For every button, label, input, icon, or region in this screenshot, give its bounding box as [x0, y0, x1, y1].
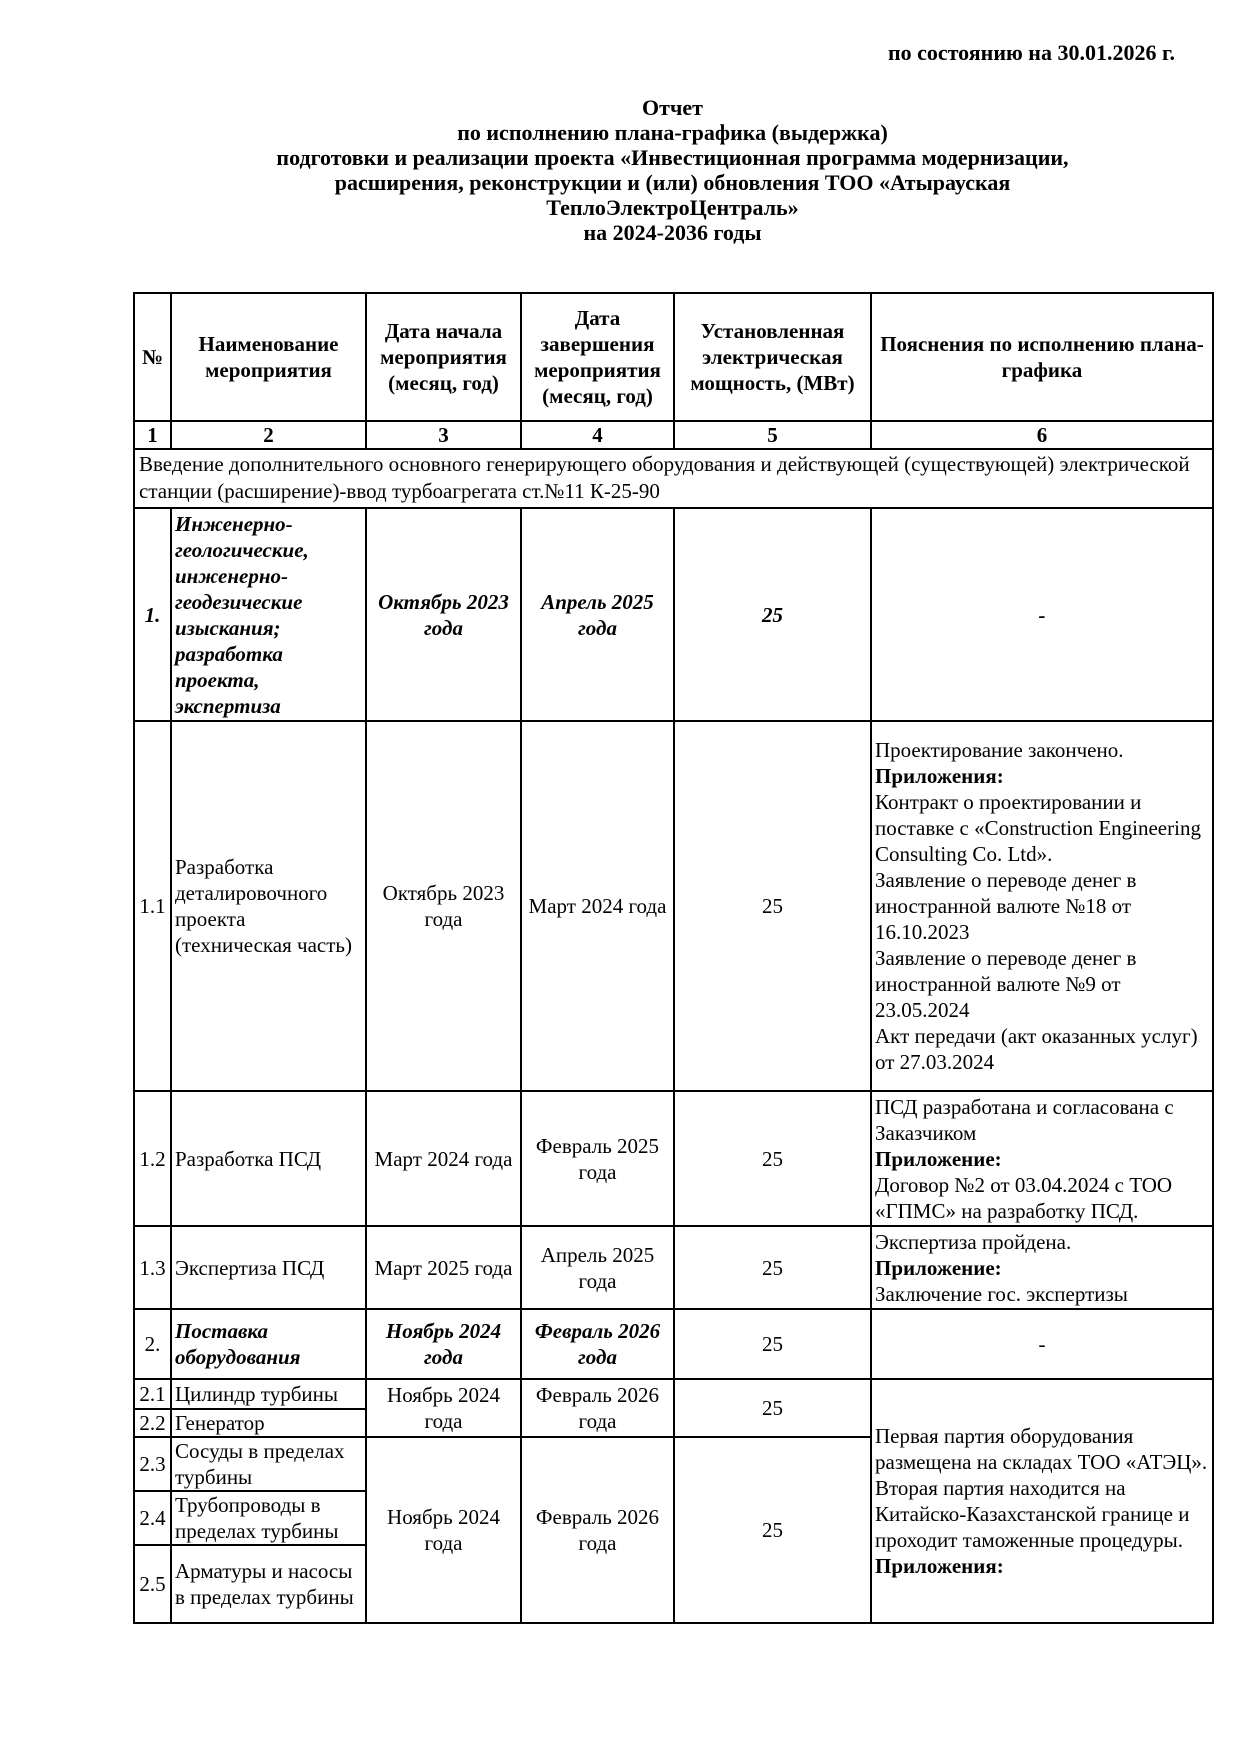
- activity-name-cell: Арматуры и насосы в пределах турбины: [171, 1545, 366, 1623]
- note-line: Проектирование закончено.: [875, 738, 1124, 762]
- note-item: Заявление о переводе денег в иностранной валюте №18 от 16.10.2023: [875, 868, 1137, 944]
- header-cell-activity: Наименование мероприятия: [171, 293, 366, 421]
- column-number-cell: 5: [674, 421, 871, 449]
- column-number-cell: 6: [871, 421, 1213, 449]
- start-date-cell: Ноябрь 2024 года: [366, 1309, 521, 1379]
- power-cell: 25: [674, 1226, 871, 1309]
- row-number-cell: 2.: [134, 1309, 171, 1379]
- power-cell: 25: [674, 1437, 871, 1623]
- note-line: Экспертиза пройдена.: [875, 1229, 1072, 1254]
- status-date: по состоянию на 30.01.2026 г.: [887, 40, 1175, 65]
- note-line: Первая партия оборудования размещена на складах ТОО «АТЭЦ». Вторая партия находится на Китайско-Казахстанской границе и проходит таможенные процедуры.: [875, 1424, 1208, 1552]
- row-number-cell: 2.1: [134, 1379, 171, 1409]
- title-line-4: расширения, реконструкции и (или) обновления ТОО «Атырауская: [334, 170, 1011, 195]
- note-label: Приложение:: [875, 1255, 1002, 1280]
- note-item: Заявление о переводе денег в иностранной валюте №9 от 23.05.2024: [875, 946, 1137, 1022]
- start-date-cell: Октябрь 2023 года: [366, 721, 521, 1091]
- explanation-cell: -: [871, 1309, 1213, 1379]
- end-date-cell: Апрель 2025 года: [521, 1226, 674, 1309]
- activity-name-cell: Генератор: [171, 1409, 366, 1437]
- column-number-cell: 2: [171, 421, 366, 449]
- note-label: Приложения:: [875, 764, 1004, 788]
- power-cell: 25: [674, 721, 871, 1091]
- explanation-cell: [871, 1379, 1213, 1623]
- row-number-cell: 1.1: [134, 721, 171, 1091]
- start-date-cell: Март 2025 года: [366, 1226, 521, 1309]
- plan-schedule-table: [133, 292, 1214, 1624]
- end-date-cell: Апрель 2025 года: [521, 508, 674, 721]
- end-date-cell: Февраль 2026 года: [521, 1309, 674, 1379]
- row-number-cell: 2.5: [134, 1545, 171, 1623]
- start-date-cell: Ноябрь 2024 года: [366, 1437, 521, 1623]
- activity-name-cell: Поставка оборудования: [171, 1309, 366, 1379]
- row-number-cell: 2.4: [134, 1491, 171, 1545]
- power-cell: 25: [674, 1379, 871, 1437]
- note-label: Приложения:: [875, 1554, 1004, 1578]
- activity-name-cell: Цилиндр турбины: [171, 1379, 366, 1409]
- header-cell-power: Установленная электрическая мощность, (МВт): [674, 293, 871, 421]
- table-row-1-1: [134, 721, 1213, 1091]
- start-date-cell: Октябрь 2023 года: [366, 508, 521, 721]
- power-cell: 25: [674, 508, 871, 721]
- activity-name-cell: Трубопроводы в пределах турбины: [171, 1491, 366, 1545]
- start-date-cell: Март 2024 года: [366, 1091, 521, 1226]
- row-number-cell: 2.2: [134, 1409, 171, 1437]
- row-number-cell: 1.2: [134, 1091, 171, 1226]
- title-line-1: Отчет: [642, 95, 703, 120]
- explanation-cell: [871, 1091, 1213, 1226]
- explanation-cell: [871, 721, 1213, 1091]
- row-number-cell: 1.: [134, 508, 171, 721]
- row-number-cell: 1.3: [134, 1226, 171, 1309]
- table-row-1-2: [134, 1091, 1213, 1226]
- note-item: Договор №2 от 03.04.2024 с ТОО «ГПМС» на разработку ПСД.: [875, 1172, 1173, 1223]
- report-title: [133, 95, 1212, 245]
- header-cell-explanations: Пояснения по исполнению плана-графика: [871, 293, 1213, 421]
- end-date-cell: Февраль 2026 года: [521, 1437, 674, 1623]
- table-row-2-1: [134, 1379, 1213, 1409]
- activity-name-cell: Разработка ПСД: [171, 1091, 366, 1226]
- header-cell-end-date: Дата завершения мероприятия (месяц, год): [521, 293, 674, 421]
- activity-name-cell: Сосуды в пределах турбины: [171, 1437, 366, 1491]
- title-line-3: подготовки и реализации проекта «Инвестиционная программа модернизации,: [276, 145, 1069, 170]
- note-item: Контракт о проектировании и поставке с «Construction Engineering Consulting Co. Ltd».: [875, 790, 1201, 866]
- end-date-cell: Февраль 2026 года: [521, 1379, 674, 1437]
- end-date-cell: Февраль 2025 года: [521, 1091, 674, 1226]
- title-line-5: ТеплоЭлектроЦентраль»: [546, 195, 799, 220]
- table-row-1-3: [134, 1226, 1213, 1309]
- section-row: [134, 449, 1213, 508]
- power-cell: 25: [674, 1309, 871, 1379]
- activity-name-cell: Разработка деталировочного проекта (техническая часть): [171, 721, 366, 1091]
- header-cell-start-date: Дата начала мероприятия (месяц, год): [366, 293, 521, 421]
- header-cell-number: №: [134, 293, 171, 421]
- explanation-cell: [871, 1226, 1213, 1309]
- table-row-2: [134, 1309, 1213, 1379]
- activity-name-cell: Экспертиза ПСД: [171, 1226, 366, 1309]
- power-cell: 25: [674, 1091, 871, 1226]
- note-item: Заключение гос. экспертизы: [875, 1281, 1128, 1306]
- activity-name-cell: Инженерно-геологические, инженерно-геодезические изыскания; разработка проекта, экспертиза: [171, 508, 366, 721]
- note-line: ПСД разработана и согласована с Заказчиком: [875, 1094, 1174, 1145]
- explanation-cell: -: [871, 508, 1213, 721]
- row-number-cell: 2.3: [134, 1437, 171, 1491]
- note-item: Акт передачи (акт оказанных услуг) от 27.03.2024: [875, 1024, 1198, 1074]
- start-date-cell: Ноябрь 2024 года: [366, 1379, 521, 1437]
- header-row: [134, 293, 1213, 421]
- title-line-6: на 2024-2036 годы: [583, 220, 762, 245]
- title-line-2: по исполнению плана-графика (выдержка): [457, 120, 888, 145]
- column-number-cell: 4: [521, 421, 674, 449]
- section-title-cell: Введение дополнительного основного генерирующего оборудования и действующей (существующей) электрической станции (расширение)-ввод турбоагрегата ст.№11 К-25-90: [134, 449, 1213, 508]
- column-numbers-row: [134, 421, 1213, 449]
- table-row-1: [134, 508, 1213, 721]
- column-number-cell: 1: [134, 421, 171, 449]
- note-label: Приложение:: [875, 1146, 1002, 1171]
- end-date-cell: Март 2024 года: [521, 721, 674, 1091]
- column-number-cell: 3: [366, 421, 521, 449]
